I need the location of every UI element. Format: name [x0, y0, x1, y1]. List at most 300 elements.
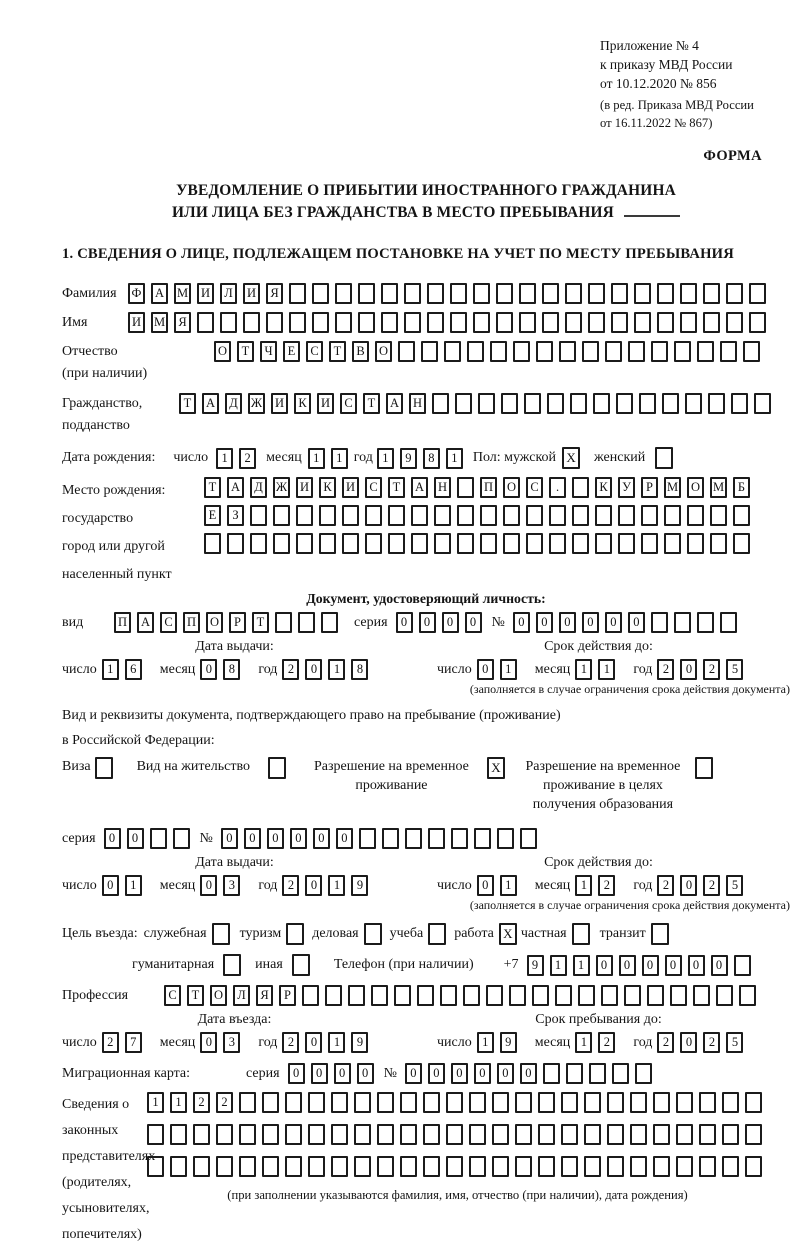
char-cell[interactable]: [377, 1092, 394, 1113]
char-cell[interactable]: [342, 505, 359, 526]
char-cell[interactable]: 0: [474, 1063, 491, 1084]
char-cell[interactable]: [400, 1124, 417, 1145]
char-cell[interactable]: [474, 828, 491, 849]
char-cell[interactable]: 0: [221, 828, 238, 849]
char-cell[interactable]: 0: [642, 955, 659, 976]
char-cell[interactable]: [319, 505, 336, 526]
char-cell[interactable]: [722, 1124, 739, 1145]
char-cell[interactable]: [377, 1124, 394, 1145]
char-cell[interactable]: .: [549, 477, 566, 498]
char-cell[interactable]: 1: [331, 448, 348, 469]
char-cell[interactable]: [605, 341, 622, 362]
sex-male-checkbox[interactable]: X: [562, 447, 580, 469]
char-cell[interactable]: [641, 533, 658, 554]
sex-female-checkbox[interactable]: [655, 447, 673, 469]
char-cell[interactable]: М: [151, 312, 168, 333]
char-cell[interactable]: [147, 1124, 164, 1145]
char-cell[interactable]: [382, 828, 399, 849]
char-cell[interactable]: [616, 393, 633, 414]
char-cell[interactable]: [561, 1156, 578, 1177]
char-cell[interactable]: 0: [688, 955, 705, 976]
other-checkbox[interactable]: [292, 954, 310, 976]
char-cell[interactable]: 1: [102, 659, 119, 680]
char-cell[interactable]: Ж: [248, 393, 265, 414]
char-cell[interactable]: [365, 505, 382, 526]
char-cell[interactable]: [227, 533, 244, 554]
char-cell[interactable]: 0: [520, 1063, 537, 1084]
char-cell[interactable]: [503, 505, 520, 526]
char-cell[interactable]: [434, 533, 451, 554]
char-cell[interactable]: П: [114, 612, 131, 633]
char-cell[interactable]: [566, 1063, 583, 1084]
char-cell[interactable]: [582, 341, 599, 362]
char-cell[interactable]: 1: [500, 875, 517, 896]
char-cell[interactable]: Е: [204, 505, 221, 526]
transit-checkbox[interactable]: [651, 923, 669, 945]
char-cell[interactable]: [731, 393, 748, 414]
char-cell[interactable]: [321, 612, 338, 633]
purpose-business[interactable]: деловая: [312, 923, 381, 945]
char-cell[interactable]: 1: [573, 955, 590, 976]
char-cell[interactable]: [542, 283, 559, 304]
char-cell[interactable]: [400, 1092, 417, 1113]
char-cell[interactable]: [611, 312, 628, 333]
char-cell[interactable]: [674, 341, 691, 362]
char-cell[interactable]: 0: [311, 1063, 328, 1084]
char-cell[interactable]: [538, 1092, 555, 1113]
char-cell[interactable]: [440, 985, 457, 1006]
char-cell[interactable]: И: [128, 312, 145, 333]
purpose-study[interactable]: учеба: [390, 923, 447, 945]
char-cell[interactable]: [193, 1156, 210, 1177]
char-cell[interactable]: 2: [657, 659, 674, 680]
char-cell[interactable]: [635, 1063, 652, 1084]
char-cell[interactable]: [486, 985, 503, 1006]
char-cell[interactable]: [653, 1124, 670, 1145]
char-cell[interactable]: [555, 985, 572, 1006]
char-cell[interactable]: 1: [477, 1032, 494, 1053]
char-cell[interactable]: 0: [396, 612, 413, 633]
char-cell[interactable]: [743, 341, 760, 362]
char-cell[interactable]: [411, 505, 428, 526]
char-cell[interactable]: [266, 312, 283, 333]
char-cell[interactable]: [411, 533, 428, 554]
char-cell[interactable]: 5: [726, 875, 743, 896]
char-cell[interactable]: [726, 283, 743, 304]
char-cell[interactable]: [492, 1092, 509, 1113]
char-cell[interactable]: [611, 283, 628, 304]
char-cell[interactable]: [674, 612, 691, 633]
char-cell[interactable]: [150, 828, 167, 849]
char-cell[interactable]: [331, 1124, 348, 1145]
char-cell[interactable]: [720, 612, 737, 633]
char-cell[interactable]: [204, 533, 221, 554]
char-cell[interactable]: [239, 1124, 256, 1145]
char-cell[interactable]: 9: [351, 1032, 368, 1053]
char-cell[interactable]: В: [352, 341, 369, 362]
char-cell[interactable]: [335, 312, 352, 333]
char-cell[interactable]: Ч: [260, 341, 277, 362]
char-cell[interactable]: 2: [598, 1032, 615, 1053]
char-cell[interactable]: Т: [179, 393, 196, 414]
char-cell[interactable]: 2: [216, 1092, 233, 1113]
char-cell[interactable]: А: [227, 477, 244, 498]
char-cell[interactable]: Н: [409, 393, 426, 414]
char-cell[interactable]: 5: [726, 1032, 743, 1053]
char-cell[interactable]: Р: [279, 985, 296, 1006]
char-cell[interactable]: [331, 1092, 348, 1113]
char-cell[interactable]: З: [227, 505, 244, 526]
char-cell[interactable]: 0: [313, 828, 330, 849]
char-cell[interactable]: [400, 1156, 417, 1177]
char-cell[interactable]: О: [214, 341, 231, 362]
char-cell[interactable]: [536, 341, 553, 362]
char-cell[interactable]: [428, 828, 445, 849]
char-cell[interactable]: 2: [282, 1032, 299, 1053]
char-cell[interactable]: [526, 505, 543, 526]
char-cell[interactable]: Р: [641, 477, 658, 498]
char-cell[interactable]: [685, 393, 702, 414]
char-cell[interactable]: [492, 1156, 509, 1177]
char-cell[interactable]: [496, 283, 513, 304]
char-cell[interactable]: 0: [442, 612, 459, 633]
char-cell[interactable]: [584, 1124, 601, 1145]
char-cell[interactable]: 0: [127, 828, 144, 849]
char-cell[interactable]: [398, 341, 415, 362]
private-checkbox[interactable]: [572, 923, 590, 945]
char-cell[interactable]: 9: [351, 875, 368, 896]
char-cell[interactable]: [584, 1092, 601, 1113]
char-cell[interactable]: [405, 828, 422, 849]
char-cell[interactable]: [492, 1124, 509, 1145]
residence-permit-checkbox[interactable]: [268, 757, 286, 779]
char-cell[interactable]: [450, 283, 467, 304]
char-cell[interactable]: [432, 393, 449, 414]
char-cell[interactable]: 0: [428, 1063, 445, 1084]
char-cell[interactable]: [377, 1156, 394, 1177]
char-cell[interactable]: Т: [204, 477, 221, 498]
char-cell[interactable]: [302, 985, 319, 1006]
char-cell[interactable]: 0: [497, 1063, 514, 1084]
char-cell[interactable]: 8: [423, 448, 440, 469]
char-cell[interactable]: [469, 1092, 486, 1113]
char-cell[interactable]: [572, 477, 589, 498]
char-cell[interactable]: Я: [256, 985, 273, 1006]
char-cell[interactable]: 3: [223, 1032, 240, 1053]
study-checkbox[interactable]: [428, 923, 446, 945]
char-cell[interactable]: М: [664, 477, 681, 498]
char-cell[interactable]: 0: [536, 612, 553, 633]
char-cell[interactable]: [624, 985, 641, 1006]
char-cell[interactable]: 1: [328, 659, 345, 680]
char-cell[interactable]: [404, 283, 421, 304]
char-cell[interactable]: 0: [605, 612, 622, 633]
char-cell[interactable]: А: [411, 477, 428, 498]
char-cell[interactable]: 0: [465, 612, 482, 633]
char-cell[interactable]: Т: [187, 985, 204, 1006]
char-cell[interactable]: 7: [125, 1032, 142, 1053]
char-cell[interactable]: [722, 1092, 739, 1113]
char-cell[interactable]: [312, 312, 329, 333]
char-cell[interactable]: [308, 1092, 325, 1113]
char-cell[interactable]: И: [197, 283, 214, 304]
char-cell[interactable]: Е: [283, 341, 300, 362]
char-cell[interactable]: [381, 312, 398, 333]
char-cell[interactable]: [739, 985, 756, 1006]
char-cell[interactable]: 0: [596, 955, 613, 976]
residence-type-permit[interactable]: Вид на жительство: [137, 757, 286, 779]
char-cell[interactable]: [170, 1156, 187, 1177]
char-cell[interactable]: [657, 312, 674, 333]
char-cell[interactable]: [457, 533, 474, 554]
char-cell[interactable]: 1: [500, 659, 517, 680]
char-cell[interactable]: [319, 533, 336, 554]
purpose-official[interactable]: служебная: [144, 923, 230, 945]
char-cell[interactable]: [618, 533, 635, 554]
char-cell[interactable]: [421, 341, 438, 362]
char-cell[interactable]: [354, 1092, 371, 1113]
char-cell[interactable]: [354, 1124, 371, 1145]
char-cell[interactable]: А: [202, 393, 219, 414]
char-cell[interactable]: [250, 505, 267, 526]
char-cell[interactable]: [273, 505, 290, 526]
char-cell[interactable]: [607, 1156, 624, 1177]
char-cell[interactable]: 0: [680, 1032, 697, 1053]
char-cell[interactable]: [473, 312, 490, 333]
char-cell[interactable]: 2: [703, 875, 720, 896]
char-cell[interactable]: [722, 1156, 739, 1177]
char-cell[interactable]: 2: [703, 659, 720, 680]
char-cell[interactable]: [296, 533, 313, 554]
char-cell[interactable]: [749, 312, 766, 333]
char-cell[interactable]: [745, 1092, 762, 1113]
temp-residence-checkbox[interactable]: X: [487, 757, 505, 779]
char-cell[interactable]: [542, 312, 559, 333]
char-cell[interactable]: [427, 312, 444, 333]
visa-checkbox[interactable]: [95, 757, 113, 779]
char-cell[interactable]: [561, 1124, 578, 1145]
char-cell[interactable]: [515, 1124, 532, 1145]
char-cell[interactable]: [325, 985, 342, 1006]
char-cell[interactable]: И: [296, 477, 313, 498]
char-cell[interactable]: М: [710, 477, 727, 498]
char-cell[interactable]: [561, 1092, 578, 1113]
char-cell[interactable]: [359, 828, 376, 849]
char-cell[interactable]: [628, 341, 645, 362]
char-cell[interactable]: 6: [125, 659, 142, 680]
char-cell[interactable]: [519, 312, 536, 333]
char-cell[interactable]: [754, 393, 771, 414]
char-cell[interactable]: 1: [598, 659, 615, 680]
residence-type-visa[interactable]: Виза: [62, 757, 113, 779]
char-cell[interactable]: 0: [419, 612, 436, 633]
char-cell[interactable]: 0: [267, 828, 284, 849]
char-cell[interactable]: [745, 1156, 762, 1177]
char-cell[interactable]: [651, 612, 668, 633]
char-cell[interactable]: [676, 1124, 693, 1145]
char-cell[interactable]: [676, 1092, 693, 1113]
char-cell[interactable]: 0: [104, 828, 121, 849]
char-cell[interactable]: О: [687, 477, 704, 498]
char-cell[interactable]: [733, 505, 750, 526]
temp-residence-edu-checkbox[interactable]: [695, 757, 713, 779]
char-cell[interactable]: [394, 985, 411, 1006]
char-cell[interactable]: 3: [223, 875, 240, 896]
char-cell[interactable]: П: [480, 477, 497, 498]
char-cell[interactable]: [630, 1156, 647, 1177]
char-cell[interactable]: [197, 312, 214, 333]
work-checkbox[interactable]: X: [499, 923, 517, 945]
char-cell[interactable]: У: [618, 477, 635, 498]
char-cell[interactable]: [618, 505, 635, 526]
char-cell[interactable]: [463, 985, 480, 1006]
char-cell[interactable]: 0: [628, 612, 645, 633]
char-cell[interactable]: [641, 505, 658, 526]
char-cell[interactable]: [749, 283, 766, 304]
char-cell[interactable]: 0: [200, 875, 217, 896]
char-cell[interactable]: О: [503, 477, 520, 498]
purpose-work[interactable]: работа X: [454, 923, 517, 945]
char-cell[interactable]: [312, 283, 329, 304]
char-cell[interactable]: И: [271, 393, 288, 414]
char-cell[interactable]: Т: [329, 341, 346, 362]
char-cell[interactable]: 0: [200, 659, 217, 680]
char-cell[interactable]: 0: [680, 875, 697, 896]
char-cell[interactable]: [543, 1063, 560, 1084]
char-cell[interactable]: [538, 1124, 555, 1145]
char-cell[interactable]: К: [319, 477, 336, 498]
char-cell[interactable]: 0: [334, 1063, 351, 1084]
char-cell[interactable]: [745, 1124, 762, 1145]
char-cell[interactable]: 2: [282, 875, 299, 896]
char-cell[interactable]: [220, 312, 237, 333]
char-cell[interactable]: [607, 1124, 624, 1145]
char-cell[interactable]: [699, 1156, 716, 1177]
char-cell[interactable]: [354, 1156, 371, 1177]
char-cell[interactable]: 1: [308, 448, 325, 469]
char-cell[interactable]: [524, 393, 541, 414]
char-cell[interactable]: 1: [575, 875, 592, 896]
char-cell[interactable]: [285, 1124, 302, 1145]
char-cell[interactable]: И: [342, 477, 359, 498]
char-cell[interactable]: 0: [477, 659, 494, 680]
char-cell[interactable]: [275, 612, 292, 633]
char-cell[interactable]: [697, 612, 714, 633]
char-cell[interactable]: 1: [575, 1032, 592, 1053]
char-cell[interactable]: [570, 393, 587, 414]
humanitarian-checkbox[interactable]: [223, 954, 241, 976]
char-cell[interactable]: 0: [665, 955, 682, 976]
char-cell[interactable]: [473, 283, 490, 304]
char-cell[interactable]: 0: [477, 875, 494, 896]
char-cell[interactable]: С: [306, 341, 323, 362]
char-cell[interactable]: А: [137, 612, 154, 633]
char-cell[interactable]: Т: [363, 393, 380, 414]
char-cell[interactable]: [497, 828, 514, 849]
char-cell[interactable]: [595, 505, 612, 526]
char-cell[interactable]: [457, 477, 474, 498]
char-cell[interactable]: [170, 1124, 187, 1145]
char-cell[interactable]: Д: [225, 393, 242, 414]
char-cell[interactable]: [490, 341, 507, 362]
char-cell[interactable]: П: [183, 612, 200, 633]
char-cell[interactable]: 9: [500, 1032, 517, 1053]
char-cell[interactable]: [289, 312, 306, 333]
char-cell[interactable]: 0: [582, 612, 599, 633]
char-cell[interactable]: 2: [102, 1032, 119, 1053]
char-cell[interactable]: [423, 1124, 440, 1145]
char-cell[interactable]: [547, 393, 564, 414]
char-cell[interactable]: [289, 283, 306, 304]
char-cell[interactable]: [733, 533, 750, 554]
char-cell[interactable]: [467, 341, 484, 362]
char-cell[interactable]: [639, 393, 656, 414]
char-cell[interactable]: [243, 312, 260, 333]
char-cell[interactable]: [509, 985, 526, 1006]
char-cell[interactable]: 0: [200, 1032, 217, 1053]
char-cell[interactable]: [601, 985, 618, 1006]
char-cell[interactable]: [687, 533, 704, 554]
char-cell[interactable]: 0: [711, 955, 728, 976]
char-cell[interactable]: [457, 505, 474, 526]
char-cell[interactable]: [572, 505, 589, 526]
char-cell[interactable]: 2: [657, 875, 674, 896]
char-cell[interactable]: [469, 1156, 486, 1177]
char-cell[interactable]: [589, 1063, 606, 1084]
char-cell[interactable]: [342, 533, 359, 554]
char-cell[interactable]: [423, 1092, 440, 1113]
char-cell[interactable]: Л: [220, 283, 237, 304]
char-cell[interactable]: [664, 533, 681, 554]
char-cell[interactable]: [607, 1092, 624, 1113]
char-cell[interactable]: 2: [193, 1092, 210, 1113]
char-cell[interactable]: [734, 955, 751, 976]
char-cell[interactable]: [520, 828, 537, 849]
char-cell[interactable]: [693, 985, 710, 1006]
char-cell[interactable]: [469, 1124, 486, 1145]
char-cell[interactable]: С: [340, 393, 357, 414]
char-cell[interactable]: [388, 505, 405, 526]
char-cell[interactable]: [703, 283, 720, 304]
char-cell[interactable]: [588, 283, 605, 304]
char-cell[interactable]: [308, 1156, 325, 1177]
char-cell[interactable]: [653, 1156, 670, 1177]
char-cell[interactable]: 0: [305, 1032, 322, 1053]
char-cell[interactable]: 1: [446, 448, 463, 469]
char-cell[interactable]: [147, 1156, 164, 1177]
char-cell[interactable]: [680, 312, 697, 333]
char-cell[interactable]: [348, 985, 365, 1006]
char-cell[interactable]: 2: [598, 875, 615, 896]
char-cell[interactable]: 0: [357, 1063, 374, 1084]
char-cell[interactable]: [664, 505, 681, 526]
char-cell[interactable]: [716, 985, 733, 1006]
char-cell[interactable]: [559, 341, 576, 362]
char-cell[interactable]: [647, 985, 664, 1006]
char-cell[interactable]: [662, 393, 679, 414]
char-cell[interactable]: Л: [233, 985, 250, 1006]
char-cell[interactable]: [565, 312, 582, 333]
char-cell[interactable]: Я: [266, 283, 283, 304]
char-cell[interactable]: 1: [170, 1092, 187, 1113]
char-cell[interactable]: 1: [328, 875, 345, 896]
char-cell[interactable]: [588, 312, 605, 333]
char-cell[interactable]: С: [164, 985, 181, 1006]
char-cell[interactable]: Б: [733, 477, 750, 498]
char-cell[interactable]: М: [174, 283, 191, 304]
char-cell[interactable]: 0: [405, 1063, 422, 1084]
char-cell[interactable]: 0: [102, 875, 119, 896]
